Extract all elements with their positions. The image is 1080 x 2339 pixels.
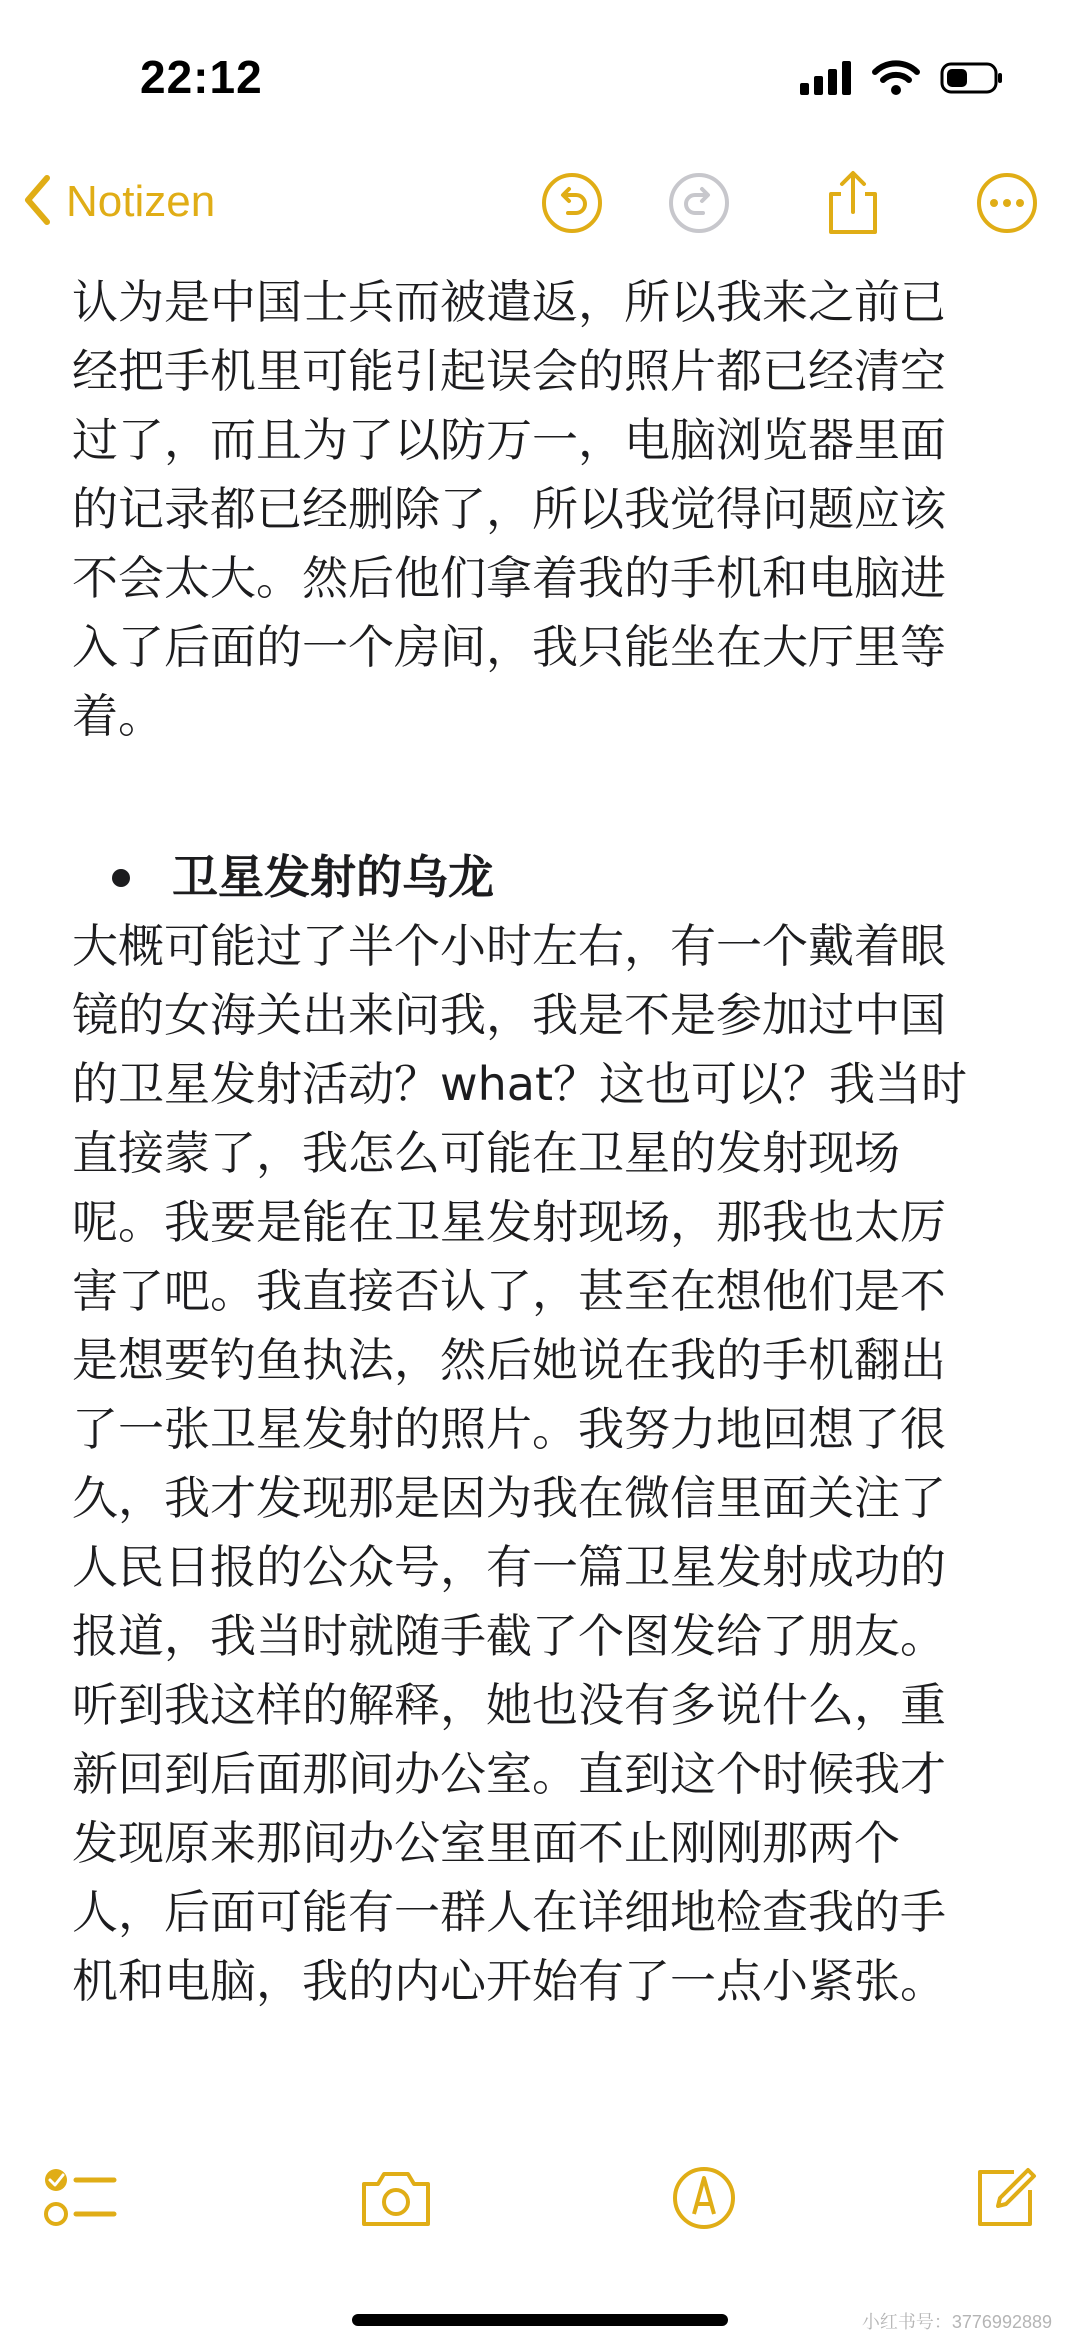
bottom-toolbar <box>0 2160 1080 2250</box>
undo-icon <box>540 171 604 239</box>
checklist-icon <box>42 2164 118 2236</box>
text-line: 过了，而且为了以防万一，电脑浏览器里面 <box>72 413 946 467</box>
text-line: 直接蒙了，我怎么可能在卫星的发射现场 <box>72 1126 900 1180</box>
text-line: 的记录都已经删除了，所以我觉得问题应该 <box>72 482 946 536</box>
more-icon <box>975 171 1039 239</box>
markup-pen-icon <box>670 2164 738 2236</box>
battery-icon <box>940 62 1004 98</box>
home-indicator <box>352 2314 728 2326</box>
camera-button[interactable] <box>356 2160 436 2240</box>
text-line: 害了吧。我直接否认了，甚至在想他们是不 <box>72 1264 946 1318</box>
text-line: 久，我才发现那是因为我在微信里面关注了 <box>72 1471 946 1525</box>
checklist-button[interactable] <box>40 2160 120 2240</box>
text-line: 经把手机里可能引起误会的照片都已经清空 <box>72 344 946 398</box>
back-label: Notizen <box>66 177 216 226</box>
note-body[interactable] <box>72 268 1012 2016</box>
text-line: 是想要钓鱼执法，然后她说在我的手机翻出 <box>72 1333 946 1387</box>
undo-button[interactable] <box>537 170 607 240</box>
status-bar <box>0 0 1080 150</box>
navigation-bar <box>0 170 1080 250</box>
bullet-heading <box>72 843 1012 912</box>
text-line: 大概可能过了半个小时左右，有一个戴着眼 <box>72 919 946 973</box>
watermark: 小红书号：3776992889 <box>861 2312 1052 2332</box>
text-line: 了一张卫星发射的照片。我努力地回想了很 <box>72 1402 946 1456</box>
text-line: 人，后面可能有一群人在详细地检查我的手 <box>72 1885 946 1939</box>
redo-icon <box>667 171 731 239</box>
back-button[interactable] <box>22 174 215 230</box>
bullet-heading-text: 卫星发射的乌龙 <box>172 850 494 904</box>
compose-icon <box>972 2164 1040 2236</box>
text-line: 人民日报的公众号，有一篇卫星发射成功的 <box>72 1540 946 1594</box>
status-icons <box>800 60 1004 100</box>
share-icon <box>823 168 883 242</box>
note-paragraph-1 <box>72 268 1012 751</box>
text-line: 不会太大。然后他们拿着我的手机和电脑进 <box>72 551 946 605</box>
redo-button[interactable] <box>664 170 734 240</box>
status-time: 22:12 <box>140 51 263 103</box>
bullet-dot-icon <box>112 869 130 887</box>
text-line: 的卫星发射活动？what？这也可以？我当时 <box>72 1057 968 1111</box>
text-line: 新回到后面那间办公室。直到这个时候我才 <box>72 1747 946 1801</box>
chevron-left-icon <box>22 174 52 230</box>
blank-line <box>72 751 1012 820</box>
markup-button[interactable] <box>664 2160 744 2240</box>
text-line: 呢。我要是能在卫星发射现场，那我也太厉 <box>72 1195 946 1249</box>
text-line: 认为是中国士兵而被遣返，所以我来之前已 <box>72 275 946 329</box>
note-paragraph-2 <box>72 912 1012 2016</box>
compose-button[interactable] <box>966 2160 1046 2240</box>
more-button[interactable] <box>972 170 1042 240</box>
text-line: 听到我这样的解释，她也没有多说什么，重 <box>72 1678 946 1732</box>
text-line: 发现原来那间办公室里面不止刚刚那两个 <box>72 1816 900 1870</box>
wifi-icon <box>872 60 920 100</box>
camera-icon <box>358 2168 434 2232</box>
text-line: 机和电脑，我的内心开始有了一点小紧张。 <box>72 1954 946 2008</box>
text-line: 镜的女海关出来问我，我是不是参加过中国 <box>72 988 946 1042</box>
share-button[interactable] <box>818 170 888 240</box>
cellular-signal-icon <box>800 61 852 99</box>
text-line: 入了后面的一个房间，我只能坐在大厅里等 <box>72 620 946 674</box>
text-line: 报道，我当时就随手截了个图发给了朋友。 <box>72 1609 946 1663</box>
text-line: 着。 <box>72 689 164 743</box>
